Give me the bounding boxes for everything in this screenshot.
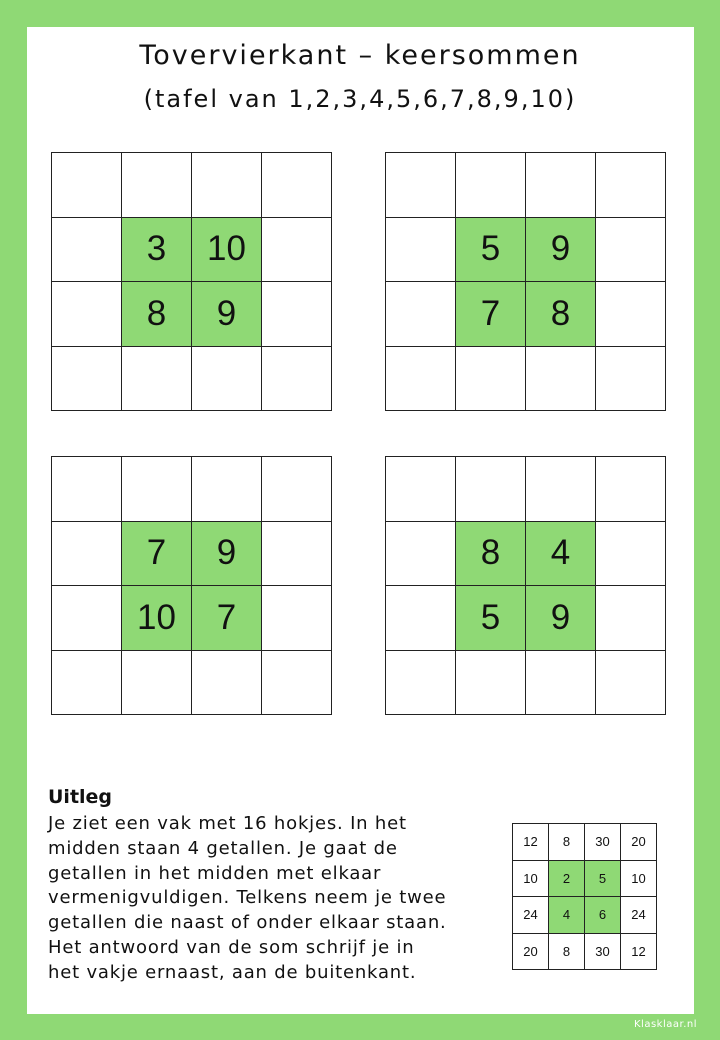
answer-cell[interactable]: 30 (585, 824, 621, 861)
answer-cell[interactable] (122, 651, 192, 716)
answer-cell[interactable]: 12 (621, 934, 657, 971)
answer-cell[interactable] (596, 651, 666, 716)
footer-brand: Klasklaar.nl (634, 1019, 697, 1030)
answer-cell[interactable]: 30 (585, 934, 621, 971)
explanation-line: Je ziet een vak met 16 hokjes. In het (48, 813, 407, 834)
center-cell: 9 (526, 586, 596, 651)
answer-cell[interactable] (122, 347, 192, 412)
example-square (512, 823, 657, 970)
answer-cell[interactable] (386, 347, 456, 412)
worksheet-subtitle: (tafel van 1,2,3,4,5,6,7,8,9,10) (143, 85, 577, 113)
answer-cell[interactable] (596, 522, 666, 587)
answer-cell[interactable] (456, 457, 526, 522)
answer-cell[interactable] (192, 153, 262, 218)
answer-cell[interactable] (526, 347, 596, 412)
center-cell: 6 (585, 897, 621, 934)
answer-cell[interactable] (386, 586, 456, 651)
explanation-heading: Uitleg (48, 786, 113, 808)
answer-cell[interactable] (386, 282, 456, 347)
worksheet-title: Tovervierkant – keersommen (139, 40, 581, 71)
explanation-text (48, 812, 488, 986)
answer-cell[interactable] (262, 153, 332, 218)
answer-cell[interactable] (192, 651, 262, 716)
center-cell: 7 (456, 282, 526, 347)
answer-cell[interactable] (262, 522, 332, 587)
magic-square-4 (385, 456, 666, 715)
center-cell: 10 (122, 586, 192, 651)
center-cell: 3 (122, 218, 192, 283)
center-cell: 5 (585, 861, 621, 898)
answer-cell[interactable] (596, 586, 666, 651)
explanation-line: midden staan 4 getallen. Je gaat de (48, 837, 398, 859)
answer-cell[interactable] (52, 347, 122, 412)
answer-cell[interactable]: 24 (621, 897, 657, 934)
center-cell: 5 (456, 218, 526, 283)
answer-cell[interactable] (456, 651, 526, 716)
center-cell: 9 (192, 282, 262, 347)
answer-cell[interactable]: 24 (513, 897, 549, 934)
answer-cell[interactable] (192, 347, 262, 412)
answer-cell[interactable] (52, 282, 122, 347)
center-cell: 9 (526, 218, 596, 283)
explanation-line: getallen in het midden met elkaar (48, 862, 382, 884)
answer-cell[interactable] (52, 457, 122, 522)
explanation-line: getallen die naast of onder elkaar staan. (48, 912, 447, 934)
answer-cell[interactable]: 20 (513, 934, 549, 971)
answer-cell[interactable] (456, 153, 526, 218)
explanation-line: vermenigvuldigen. Telkens neem je twee (48, 887, 447, 909)
answer-cell[interactable]: 12 (513, 824, 549, 861)
explanation-line: het vakje ernaast, aan de buitenkant. (48, 961, 417, 983)
center-cell: 9 (192, 522, 262, 587)
answer-cell[interactable] (386, 218, 456, 283)
answer-cell[interactable] (52, 651, 122, 716)
answer-cell[interactable] (262, 457, 332, 522)
center-cell: 8 (122, 282, 192, 347)
center-cell: 4 (526, 522, 596, 587)
center-cell: 10 (192, 218, 262, 283)
magic-square-2 (385, 152, 666, 411)
answer-cell[interactable] (596, 153, 666, 218)
answer-cell[interactable]: 10 (513, 861, 549, 898)
center-cell: 8 (526, 282, 596, 347)
answer-cell[interactable] (596, 457, 666, 522)
answer-cell[interactable] (262, 651, 332, 716)
answer-cell[interactable] (52, 586, 122, 651)
answer-cell[interactable] (386, 457, 456, 522)
answer-cell[interactable] (262, 347, 332, 412)
answer-cell[interactable] (596, 347, 666, 412)
answer-cell[interactable] (262, 218, 332, 283)
magic-square-1 (51, 152, 332, 411)
answer-cell[interactable] (262, 586, 332, 651)
center-cell: 5 (456, 586, 526, 651)
answer-cell[interactable] (52, 218, 122, 283)
answer-cell[interactable] (456, 347, 526, 412)
explanation-line: Het antwoord van de som schrijf je in (48, 936, 415, 958)
answer-cell[interactable] (526, 457, 596, 522)
answer-cell[interactable]: 10 (621, 861, 657, 898)
answer-cell[interactable] (122, 153, 192, 218)
answer-cell[interactable] (262, 282, 332, 347)
answer-cell[interactable]: 20 (621, 824, 657, 861)
center-cell: 4 (549, 897, 585, 934)
answer-cell[interactable]: 8 (549, 934, 585, 971)
magic-square-3 (51, 456, 332, 715)
answer-cell[interactable] (596, 218, 666, 283)
answer-cell[interactable] (192, 457, 262, 522)
answer-cell[interactable] (52, 153, 122, 218)
answer-cell[interactable] (526, 153, 596, 218)
answer-cell[interactable] (122, 457, 192, 522)
center-cell: 2 (549, 861, 585, 898)
answer-cell[interactable] (526, 651, 596, 716)
answer-cell[interactable] (386, 651, 456, 716)
answer-cell[interactable] (386, 522, 456, 587)
center-cell: 7 (122, 522, 192, 587)
answer-cell[interactable] (386, 153, 456, 218)
answer-cell[interactable] (596, 282, 666, 347)
answer-cell[interactable] (52, 522, 122, 587)
center-cell: 8 (456, 522, 526, 587)
answer-cell[interactable]: 8 (549, 824, 585, 861)
center-cell: 7 (192, 586, 262, 651)
